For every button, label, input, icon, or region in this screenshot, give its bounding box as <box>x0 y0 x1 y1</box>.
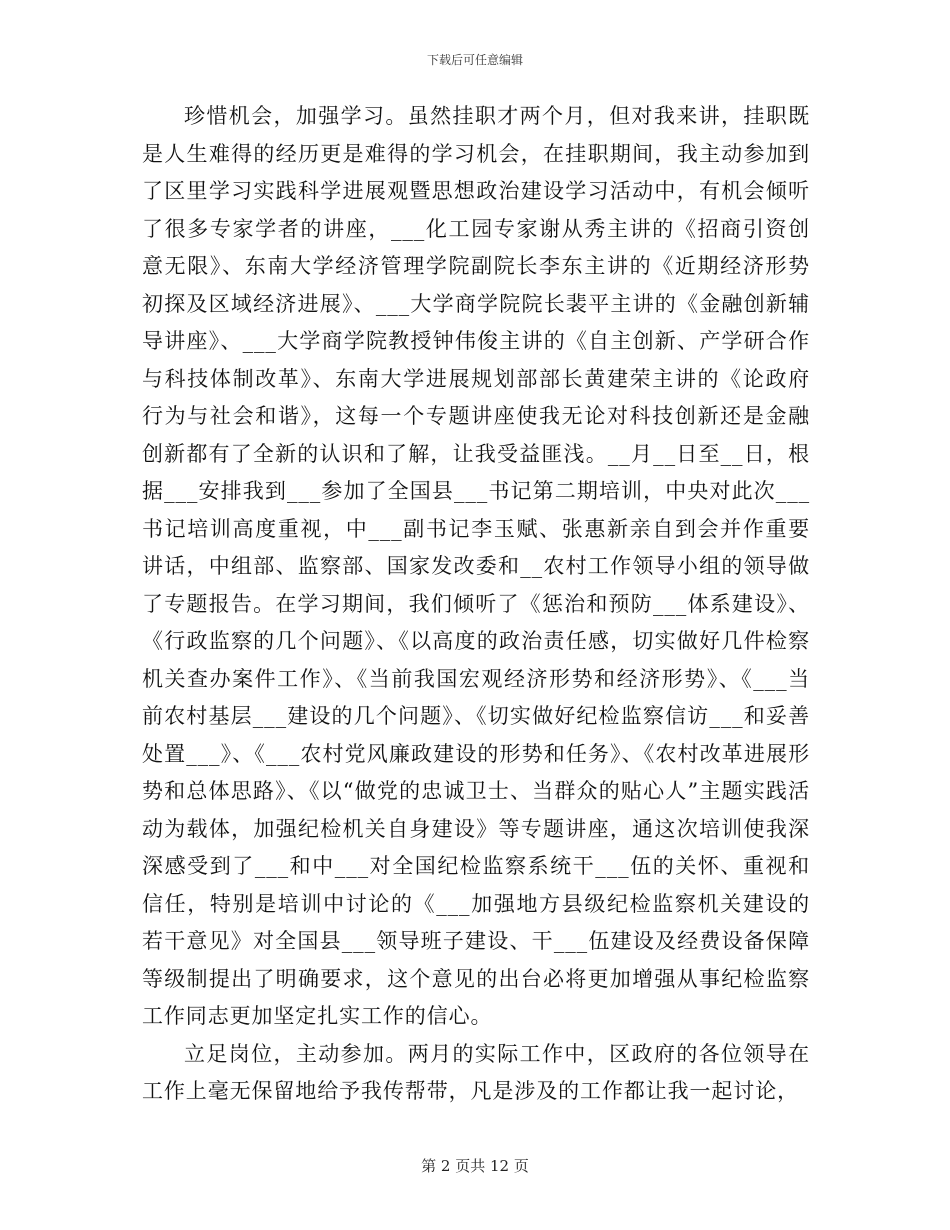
paragraph-position: 立足岗位，主动参加。两月的实际工作中，区政府的各位领导在工作上毫无保留地给予我传帮带，凡是涉及的工作都让我一起讨论， <box>142 1041 810 1103</box>
page-header: 下载后可任意编辑 <box>426 53 523 67</box>
page-number: 第 2 页共 12 页 <box>421 1157 529 1175</box>
paragraph-study: 珍惜机会，加强学习。虽然挂职才两个月，但对我来讲，挂职既是人生难得的经历更是难得的学习机会，在挂职期间，我主动参加到了区里学习实践科学进展观暨思想政治建设学习活动中，有机会倾听了很多专家学者的讲座，___化工园专家谢从秀主讲的《招商引资创意无限》、东南大学经济管理学院副院长李东主讲的《近期经济形势初探及区域经济进展》、___大学商学院院长裴平主讲的《金融创新辅导讲座》、___大学商学院教授钟伟俊主讲的《自主创新、产学研合作与科技体制改革》、东南大学进展规划部部长黄建荣主讲的《论政府行为与社会和谐》，这每一个专题讲座使我无论对科技创新还是金融创新都有了全新的认识和了解，让我受益匪浅。__月__日至__日，根据___安排我到___参加了全国县___书记第二期培训，中央对此次___书记培训高度重视，中___副书记李玉赋、张惠新亲自到会并作重要讲话，中组部、监察部、国家发改委和__农村工作领导小组的领导做了专题报告。在学习期间，我们倾听了《惩治和预防___体系建设》、《行政监察的几个问题》、《以高度的政治责任感，切实做好几件检察机关查办案件工作》、《当前我国宏观经济形势和经济形势》、《___当前农村基层___建设的几个问题》、《切实做好纪检监察信访___和妥善处置___》、《___农村党风廉政建设的形势和任务》、《农村改革进展形势和总体思路》、《以“做党的忠诚卫士、当群众的贴心人”主题实践活动为载体，加强纪检机关自身建设》等专题讲座，通这次培训使我深深感受到了___和中___对全国纪检监察系统干___伍的关怀、重视和信任，特别是培训中讨论的《___加强地方县级纪检监察机关建设的若干意见》对全国县___领导班子建设、干___伍建设及经费设备保障等级制提出了明确要求，这个意见的出台必将更加增强从事纪检监察工作同志更加坚定扎实工作的信心。 <box>142 104 810 1028</box>
document-body <box>142 98 810 1111</box>
